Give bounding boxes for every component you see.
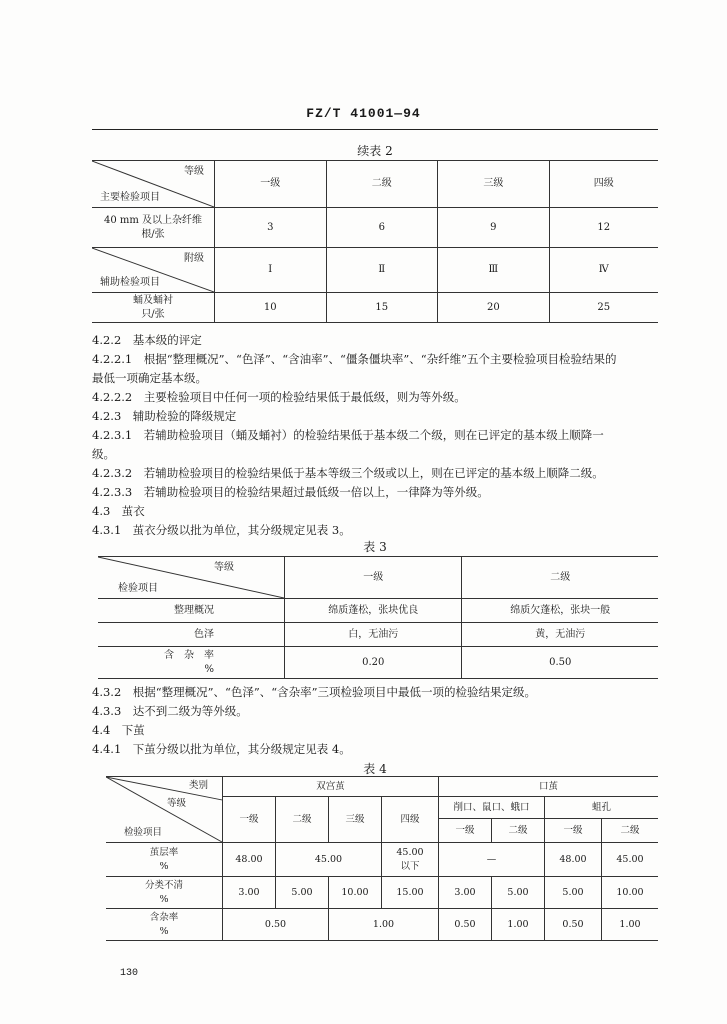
table2-cell: 9 [438,208,550,248]
paragraph: 最低一项确定基本级。 [92,371,207,385]
table3-cell: 绵质蓬松，张块优良 [285,599,462,623]
table2-diag-header [92,161,215,208]
table2-cell: 12 [549,208,658,248]
table3-row-label: 色泽 [98,623,285,647]
table2-grade: 二级 [326,161,438,208]
paragraph: 4.3.3 达不到二级为等外级。 [92,704,248,718]
table4-cell: 1.00 [492,909,545,941]
table2-grade: Ⅱ [326,248,438,293]
table4-grade: 二级 [602,819,659,843]
table4-cell: 0.50 [223,909,329,941]
table2 [92,160,658,323]
table4-grade: 二级 [276,797,329,843]
table2-grade: Ⅳ [549,248,658,293]
table2-aux-grade-label: 附级 [184,253,204,264]
table4-cell: 45.00 以下 [382,843,439,877]
table4-diag-header [106,777,223,843]
table2-row-label: 蛹及蛹衬 只/张 [92,293,215,323]
table2-cell: 15 [326,293,438,323]
table3-caption: 表 3 [363,540,387,554]
table3-cell: 绵质欠蓬松，张块一般 [462,599,658,623]
table4-cell: 5.00 [545,877,602,909]
table4-cell: 5.00 [492,877,545,909]
body-text [92,331,658,540]
table4-cell: 5.00 [276,877,329,909]
paragraph: 4.2.2 基本级的评定 [92,333,202,347]
table4-row-label: 分类不清 % [106,877,223,909]
table4-row-label: 含杂率 % [106,909,223,941]
table4-item-label: 检验项目 [124,827,163,838]
table2-caption: 续表 2 [357,144,393,158]
table3-grade: 二级 [462,557,658,599]
table2-aux-item-label: 辅助检验项目 [100,277,160,288]
table4-grade: 一级 [545,819,602,843]
table2-cell: 20 [438,293,550,323]
page-number: 130 [120,968,139,979]
table4-grade: 三级 [329,797,382,843]
table4-cell: 10.00 [602,877,659,909]
table4-row-label: 茧层率 % [106,843,223,877]
table4-cell: 45.00 [602,843,659,877]
table4-cell: 1.00 [602,909,659,941]
table2-grade-label: 等级 [184,166,204,177]
table4 [106,776,658,941]
table4-cell: 3.00 [223,877,276,909]
table3-grade-label: 等级 [214,562,234,573]
header-rule [92,129,658,130]
table4-cell: 3.00 [439,877,492,909]
table4-cell: 48.00 [545,843,602,877]
table2-grade: 一级 [215,161,327,208]
table4-caption: 表 4 [363,762,387,776]
paragraph: 4.3 茧衣 [92,504,145,518]
table4-cell: — [439,843,545,877]
table4-cell: 1.00 [329,909,439,941]
paragraph: 4.2.2.1 根据“整理概况”、“色泽”、“含油率”、“僵条僵块率”、“杂纤维”五个主要检验项目检验结果的 [92,352,617,366]
table4-cell: 0.50 [439,909,492,941]
table2-cell: 25 [549,293,658,323]
table3-row-label: 整理概况 [98,599,285,623]
body-text-2 [92,683,658,759]
table2-grade: Ⅰ [215,248,327,293]
paragraph: 4.2.3.1 若辅助检验项目（蛹及蛹衬）的检验结果低于基本级二个级，则在已评定的基本级上顺降一 [92,428,604,442]
table3-diag-header [98,557,285,599]
table2-grade: 三级 [438,161,550,208]
paragraph: 4.3.2 根据“整理概况”、“色泽”、“含杂率”三项检验项目中最低一项的检验结果定级。 [92,685,537,699]
paragraph: 4.4 下茧 [92,723,145,737]
paragraph: 级。 [92,447,115,461]
paragraph: 4.2.3.3 若辅助检验项目的检验结果超过最低级一倍以上，一律降为等外级。 [92,485,489,499]
table4-grade-label: 等级 [166,798,186,809]
table4-kou-header: 口茧 [439,777,659,797]
table4-cell: 45.00 [276,843,382,877]
table2-diag-header-2 [92,248,215,293]
table4-grade: 一级 [439,819,492,843]
paragraph: 4.3.1 茧衣分级以批为单位，其分级规定见表 3。 [92,523,351,537]
paragraph: 4.2.2.2 主要检验项目中任何一项的检验结果低于最低级，则为等外级。 [92,390,466,404]
table4-grade: 一级 [223,797,276,843]
table3 [98,556,658,679]
paragraph: 4.4.1 下茧分级以批为单位，其分级规定见表 4。 [92,742,351,756]
table2-grade: Ⅲ [438,248,550,293]
table3-cell: 黄，无油污 [462,623,658,647]
table4-cell: 15.00 [382,877,439,909]
table4-shuanggong-header: 双宫茧 [223,777,439,797]
table2-cell: 3 [215,208,327,248]
table2-grade: 四级 [549,161,658,208]
paragraph: 4.2.3.2 若辅助检验项目的检验结果低于基本等级三个级或以上，则在已评定的基本级上顺降二级。 [92,466,604,480]
table2-cell: 10 [215,293,327,323]
table2-item-label: 主要检验项目 [100,192,160,203]
table4-kou-sub1: 削口、鼠口、蛾口 [439,797,545,819]
table3-grade: 一级 [285,557,462,599]
table4-cell: 10.00 [329,877,382,909]
table4-cell: 0.50 [545,909,602,941]
table4-category-label: 类别 [188,780,208,791]
table3-item-label: 检验项目 [118,583,158,594]
table2-cell: 6 [326,208,438,248]
table3-cell: 0.50 [462,647,658,679]
table3-cell: 白，无油污 [285,623,462,647]
table3-row-label: 含 杂 率 % [98,647,285,679]
table3-cell: 0.20 [285,647,462,679]
table4-cell: 48.00 [223,843,276,877]
table4-kou-sub2: 蛆孔 [545,797,659,819]
table2-row-label: 40 mm 及以上杂纤维 根/张 [92,208,215,248]
paragraph: 4.2.3 辅助检验的降级规定 [92,409,237,423]
table4-grade: 四级 [382,797,439,843]
page-header: FZ/T 41001—94 [306,106,421,121]
table4-grade: 二级 [492,819,545,843]
